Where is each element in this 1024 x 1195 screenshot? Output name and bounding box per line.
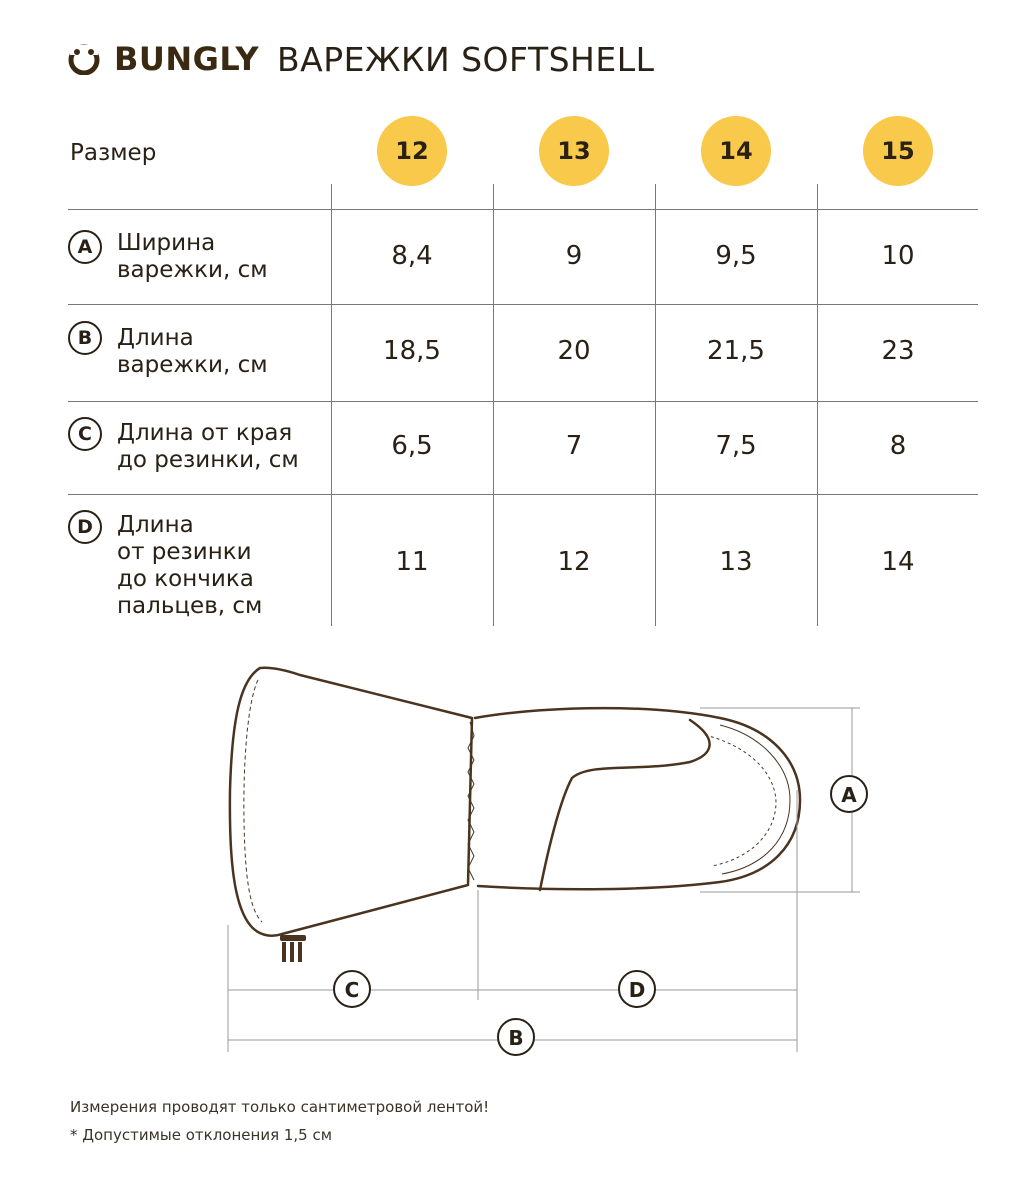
row-label: Длина от края до резинки, см: [117, 420, 299, 473]
table-cell: 13: [719, 547, 753, 577]
table-cell: 21,5: [707, 336, 765, 366]
diagram-marker-c: [334, 971, 370, 1007]
diagram-label-d: D: [628, 978, 646, 1002]
table-row: [68, 402, 978, 494]
fleece-edge-inner: [705, 735, 776, 866]
diagram-label-a: A: [841, 783, 857, 807]
diagram-label-b: B: [508, 1026, 524, 1050]
buckle-icon: [280, 935, 306, 962]
product-title: ВАРЕЖКИ SOFTSHELL: [277, 39, 655, 79]
mitten-thumb-outline: [540, 720, 710, 890]
diagram-marker-b: [498, 1019, 534, 1055]
table-cell: 8,4: [391, 241, 433, 271]
row-label: Длина от резинки до кончика пальцев, см: [117, 512, 263, 619]
size-label: Размер: [70, 140, 157, 166]
table-cell: 6,5: [391, 431, 433, 461]
row-marker-a: A: [68, 230, 102, 264]
diagram-marker-d: [619, 971, 655, 1007]
table-cell: 7,5: [715, 431, 757, 461]
row-label: Ширина варежки, см: [117, 230, 268, 283]
table-cell: 18,5: [383, 336, 441, 366]
row-marker-b: B: [68, 321, 102, 355]
mitten-cuff-outline: [230, 668, 472, 936]
diagram-label-c: C: [344, 978, 360, 1002]
row-label: Длина варежки, см: [117, 325, 268, 378]
table-row: [68, 210, 978, 304]
table-cell: 12: [557, 547, 591, 577]
size-badge-15: 15: [863, 116, 933, 186]
header: [68, 36, 654, 82]
size-badge-12: 12: [377, 116, 447, 186]
size-badge-13: 13: [539, 116, 609, 186]
row-marker-c: C: [68, 417, 102, 451]
table-cell: 11: [395, 547, 429, 577]
table-row: [68, 495, 978, 625]
row-marker-d: D: [68, 510, 102, 544]
measurement-note: Измерения проводят только сантиметровой лентой!: [70, 1098, 490, 1116]
table-cell: 8: [889, 431, 907, 461]
table-cell: 10: [881, 241, 915, 271]
size-badge-14: 14: [701, 116, 771, 186]
tolerance-note: * Допустимые отклонения 1,5 см: [70, 1126, 333, 1144]
table-cell: 20: [557, 336, 591, 366]
diagram-marker-a: [831, 776, 867, 812]
table-cell: 9: [565, 241, 583, 271]
bungly-logo-icon: [68, 43, 100, 75]
cuff-inner-stitch: [244, 680, 262, 922]
table-cell: 7: [565, 431, 583, 461]
table-cell: 23: [881, 336, 915, 366]
table-cell: 14: [881, 547, 915, 577]
table-row: [68, 305, 978, 401]
brand-name: BUNGLY: [114, 40, 259, 78]
mitten-hand-outline: [475, 708, 800, 889]
table-cell: 9,5: [715, 241, 757, 271]
mitten-diagram: [0, 640, 1024, 1060]
